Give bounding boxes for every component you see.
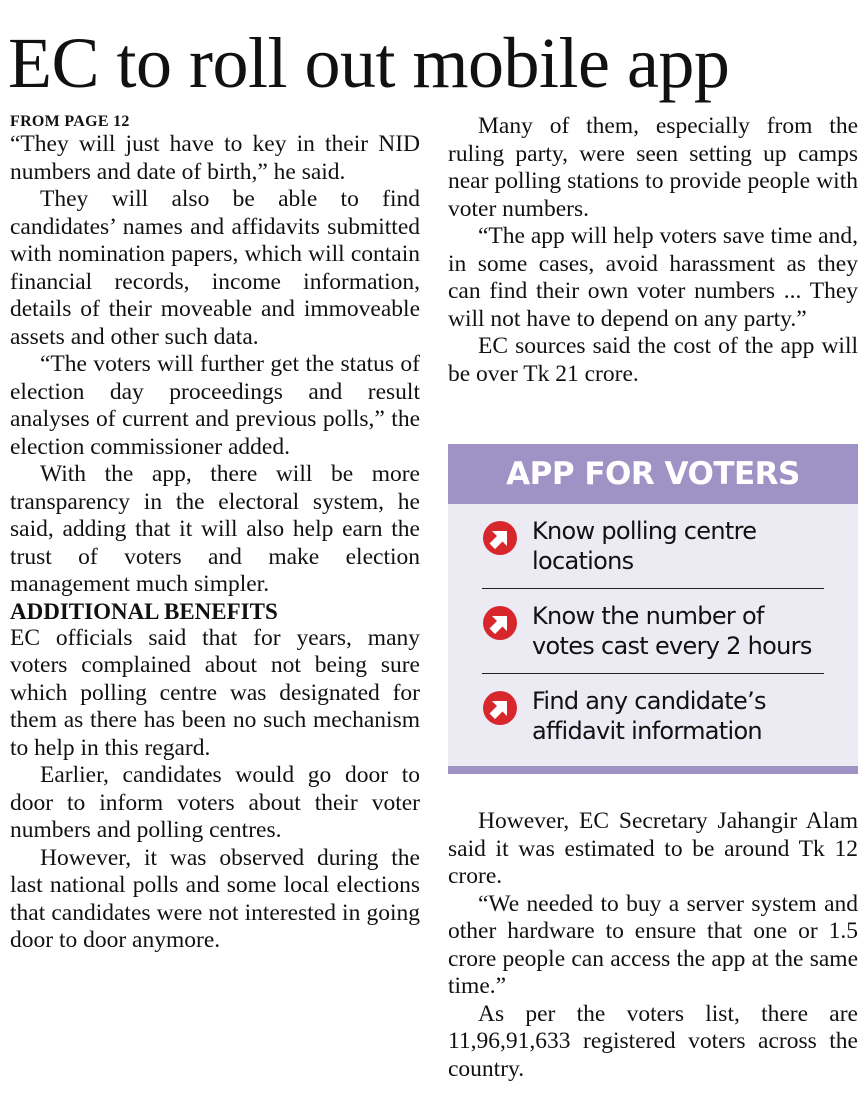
paragraph: Many of them, especially from the ruling party, were seen setting up camps near polling stations to provide people with voter numbers. [448, 113, 858, 222]
list-item [482, 674, 824, 758]
paragraph: However, it was observed during the last national polls and some local elections that candidates were not interested in going door to door anymore. [10, 844, 420, 953]
right-column-top [448, 113, 858, 388]
subhead: ADDITIONAL BENEFITS [10, 598, 278, 624]
list-item [482, 504, 824, 589]
paragraph: They will also be able to find candidates’ names and affidavits submitted with nomination papers, which will contain financial records, income information, details of their moveable and immoveable assets and other such data. [10, 186, 420, 350]
list-item [482, 589, 824, 674]
kicker: FROM PAGE 12 [10, 113, 130, 130]
paragraph: However, EC Secretary Jahangir Alam said it was estimated to be around Tk 12 crore. [448, 808, 858, 889]
right-column-bottom [448, 808, 858, 1083]
paragraph: “They will just have to key in their NID numbers and date of birth,” he said. [10, 131, 420, 185]
headline: EC to roll out mobile app [8, 23, 730, 103]
left-column [10, 113, 420, 955]
paragraph: EC officials said that for years, many voters complained about not being sure which polling centre was designated for them as there has been no such mechanism to help in this regard. [10, 624, 420, 761]
paragraph: As per the voters list, there are 11,96,91,633 registered voters across the country. [448, 1000, 858, 1082]
paragraph: Earlier, candidates would go door to door to inform voters about their voter numbers and polling centres. [10, 762, 420, 843]
infobox [448, 444, 858, 774]
paragraph: “The app will help voters save time and, in some cases, avoid harassment as they can find their own voter numbers ... They will not have to depend on any party.” [448, 223, 858, 332]
infobox-title: APP FOR VOTERS [448, 444, 858, 504]
infobox-list [448, 504, 858, 758]
paragraph: “We needed to buy a server system and other hardware to ensure that one or 1.5 crore people can access the app at the same time.” [448, 890, 858, 999]
list-item-label: Find any candidate’s affidavit information [532, 687, 766, 745]
arrow-circle-icon [482, 690, 518, 726]
arrow-circle-icon [482, 605, 518, 641]
infobox-bottom-rule [448, 766, 858, 774]
paragraph: “The voters will further get the status of election day proceedings and result analyses of current and previous polls,” the election commissioner added. [10, 351, 420, 460]
list-item-label: Know polling centre locations [532, 517, 757, 575]
list-item-label: Know the number of votes cast every 2 hours [532, 602, 812, 660]
arrow-circle-icon [482, 520, 518, 556]
paragraph: EC sources said the cost of the app will be over Tk 21 crore. [448, 333, 858, 387]
paragraph: With the app, there will be more transparency in the electoral system, he said, adding that it will also help earn the trust of voters and make election management much simpler. [10, 461, 420, 597]
